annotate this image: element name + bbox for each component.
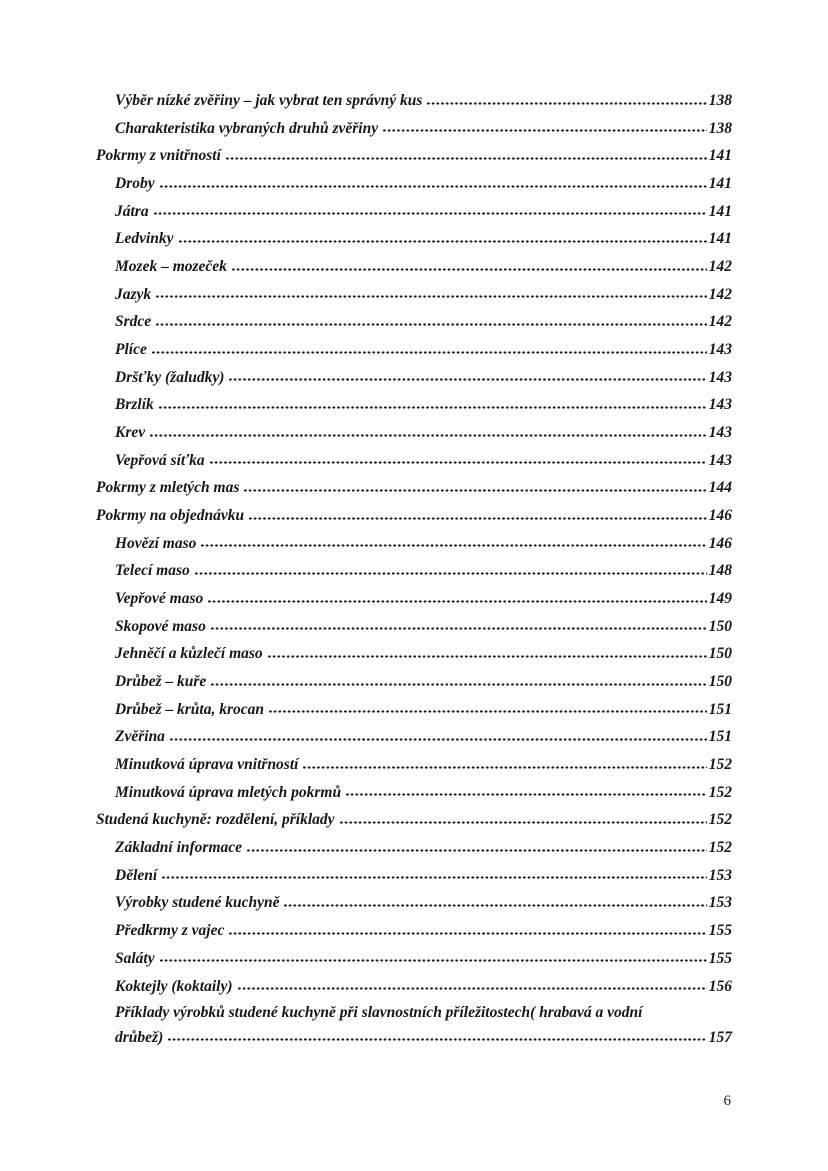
dot-leader bbox=[284, 904, 706, 907]
toc-page-number: 141 bbox=[708, 175, 732, 193]
dot-leader bbox=[340, 821, 707, 824]
toc-entry[interactable] bbox=[96, 502, 732, 530]
toc-page-number: 141 bbox=[708, 147, 732, 165]
dot-leader bbox=[244, 489, 706, 492]
toc-page-number: 152 bbox=[708, 811, 732, 829]
toc-page-number: 153 bbox=[708, 894, 732, 912]
dot-leader bbox=[208, 600, 706, 603]
toc-entry[interactable] bbox=[96, 530, 732, 558]
toc-entry[interactable] bbox=[96, 668, 732, 696]
toc-page-number: 143 bbox=[708, 341, 732, 359]
toc-entry[interactable] bbox=[96, 751, 732, 779]
dot-leader bbox=[229, 932, 706, 935]
toc-entry[interactable] bbox=[96, 419, 732, 447]
dot-leader bbox=[156, 323, 707, 326]
toc-entry[interactable] bbox=[96, 917, 732, 945]
dot-leader bbox=[150, 434, 707, 437]
toc-page-number: 152 bbox=[708, 783, 732, 801]
toc-page-number: 142 bbox=[708, 313, 732, 331]
dot-leader bbox=[156, 295, 707, 298]
toc-entry-label: Srdce bbox=[115, 313, 152, 331]
toc-page-number: 138 bbox=[708, 119, 732, 137]
toc-page-number: 143 bbox=[708, 396, 732, 414]
dot-leader bbox=[162, 876, 707, 879]
toc-entry-label: Výrobky studené kuchyně bbox=[115, 894, 280, 912]
toc-entry-label: Krev bbox=[115, 424, 146, 442]
toc-entry[interactable] bbox=[96, 806, 732, 834]
toc-entry-label: Studená kuchyně: rozdělení, příklady bbox=[96, 811, 335, 829]
toc-page-number: 146 bbox=[708, 507, 732, 525]
toc-entry-label: Předkrmy z vajec bbox=[115, 922, 225, 940]
dot-leader bbox=[159, 406, 707, 409]
dot-leader bbox=[160, 185, 707, 188]
toc-page-number: 152 bbox=[708, 756, 732, 774]
toc-entry[interactable] bbox=[96, 696, 732, 724]
dot-leader bbox=[195, 572, 707, 575]
toc-page-number: 141 bbox=[708, 230, 732, 248]
toc-entry-label: Droby bbox=[115, 175, 155, 193]
toc-entry[interactable] bbox=[96, 142, 732, 170]
toc-entry-label: Příklady výrobků studené kuchyně při slavnostních příležitostech( hrabavá a vodní bbox=[115, 1004, 643, 1022]
toc-entry-label: Vepřová síťka bbox=[115, 451, 205, 469]
toc-page-number: 142 bbox=[708, 285, 732, 303]
toc-entry-label: Charakteristika vybraných druhů zvěřiny bbox=[115, 119, 379, 137]
dot-leader bbox=[154, 212, 707, 215]
toc-entry[interactable] bbox=[96, 447, 732, 475]
toc-entry-label: Mozek – mozeček bbox=[115, 258, 227, 276]
toc-entry[interactable] bbox=[96, 779, 732, 807]
toc-entry-label: Zvěřina bbox=[115, 728, 165, 746]
toc-entry[interactable] bbox=[96, 585, 732, 613]
toc-entry[interactable] bbox=[96, 281, 732, 309]
toc-page-number: 148 bbox=[708, 562, 732, 580]
toc-page-number: 150 bbox=[708, 645, 732, 663]
toc-page-number: 150 bbox=[708, 617, 732, 635]
toc-entry-label: Drůbež – kuře bbox=[115, 673, 207, 691]
toc-entry-label: Jehněčí a kůzlečí maso bbox=[115, 645, 263, 663]
toc-page-number: 142 bbox=[708, 258, 732, 276]
dot-leader bbox=[226, 157, 707, 160]
dot-leader bbox=[170, 738, 707, 741]
toc-entry[interactable] bbox=[96, 640, 732, 668]
toc-entry-label: Pokrmy na objednávku bbox=[96, 507, 245, 525]
toc-page-number: 144 bbox=[708, 479, 732, 497]
toc-entry[interactable] bbox=[96, 198, 732, 226]
toc-page-number: 143 bbox=[708, 368, 732, 386]
dot-leader bbox=[303, 766, 706, 769]
toc-page-number: 156 bbox=[708, 977, 732, 995]
toc-entry[interactable] bbox=[96, 87, 732, 115]
toc-entry-label: Vepřové maso bbox=[115, 590, 204, 608]
toc-entry-label: Ledvinky bbox=[115, 230, 174, 248]
dot-leader bbox=[346, 793, 707, 796]
dot-leader bbox=[168, 1038, 707, 1041]
toc-entry-label: Pokrmy z mletých mas bbox=[96, 479, 240, 497]
toc-page-number: 141 bbox=[708, 202, 732, 220]
toc-page-number: 143 bbox=[708, 451, 732, 469]
toc-entry[interactable] bbox=[96, 1000, 732, 1050]
toc-entry[interactable] bbox=[96, 945, 732, 973]
toc-page-number: 153 bbox=[708, 866, 732, 884]
toc-entry[interactable] bbox=[96, 308, 732, 336]
toc-page-number: 146 bbox=[708, 534, 732, 552]
toc-page-number: 149 bbox=[708, 590, 732, 608]
toc-entry-label: Jazyk bbox=[115, 285, 152, 303]
dot-leader bbox=[160, 959, 707, 962]
toc-entry[interactable] bbox=[96, 364, 732, 392]
toc-page-number: 143 bbox=[708, 424, 732, 442]
toc-entry[interactable] bbox=[96, 834, 732, 862]
toc-entry-label: Dršťky (žaludky) bbox=[115, 368, 225, 386]
toc-entry-label: Telecí maso bbox=[115, 562, 190, 580]
toc-entry[interactable] bbox=[96, 391, 732, 419]
toc-page-number: 155 bbox=[708, 949, 732, 967]
toc-entry[interactable] bbox=[96, 474, 732, 502]
toc-entry[interactable] bbox=[96, 557, 732, 585]
dot-leader bbox=[210, 461, 707, 464]
toc-page-number: 138 bbox=[708, 92, 732, 109]
toc-entry-label: Brzlík bbox=[115, 396, 154, 414]
dot-leader bbox=[152, 351, 707, 354]
toc-entry-label: Koktejly (koktaily) bbox=[115, 977, 233, 995]
toc-page-number: 155 bbox=[708, 922, 732, 940]
dot-leader bbox=[249, 517, 707, 520]
toc-entry-label: drůbež) bbox=[115, 1028, 164, 1046]
toc-entry-label: Dělení bbox=[115, 866, 158, 884]
toc-entry-label: Hovězí maso bbox=[115, 534, 197, 552]
toc-entry[interactable] bbox=[96, 973, 732, 1001]
page-number: 6 bbox=[723, 1093, 731, 1109]
toc-entry-label: Základní informace bbox=[115, 839, 243, 857]
dot-leader bbox=[247, 849, 707, 852]
toc-list bbox=[96, 87, 732, 1050]
dot-leader bbox=[269, 710, 707, 713]
toc-page-number: 157 bbox=[708, 1028, 732, 1046]
dot-leader bbox=[268, 655, 707, 658]
dot-leader bbox=[232, 268, 707, 271]
toc-entry[interactable] bbox=[96, 225, 732, 253]
toc-entry-label: Játra bbox=[115, 202, 149, 220]
toc-entry-label: Pokrmy z vnitřností bbox=[96, 147, 221, 165]
dot-leader bbox=[229, 378, 706, 381]
dot-leader bbox=[179, 240, 707, 243]
toc-entry-label: Plíce bbox=[115, 341, 147, 359]
toc-entry-label: Výběr nízké zvěřiny – jak vybrat ten správný kus bbox=[115, 92, 423, 109]
dot-leader bbox=[238, 987, 707, 990]
toc-entry[interactable] bbox=[96, 862, 732, 890]
toc-page-number: 152 bbox=[708, 839, 732, 857]
toc-entry[interactable] bbox=[96, 889, 732, 917]
dot-leader bbox=[211, 683, 706, 686]
toc-entry-label: Drůbež – krůta, krocan bbox=[115, 700, 264, 718]
toc-entry-label: Skopové maso bbox=[115, 617, 206, 635]
toc-page-number: 151 bbox=[708, 700, 732, 718]
toc-entry-label: Minutková úprava mletých pokrmů bbox=[115, 783, 342, 801]
toc-entry[interactable] bbox=[96, 336, 732, 364]
toc-entry[interactable] bbox=[96, 723, 732, 751]
toc-entry[interactable] bbox=[96, 170, 732, 198]
toc-entry[interactable] bbox=[96, 613, 732, 641]
dot-leader bbox=[427, 102, 706, 105]
toc-entry[interactable] bbox=[96, 115, 732, 143]
dot-leader bbox=[201, 544, 706, 547]
dot-leader bbox=[211, 627, 707, 630]
toc-entry-label: Saláty bbox=[115, 949, 155, 967]
toc-page-number: 151 bbox=[708, 728, 732, 746]
toc-entry-label: Minutková úprava vnitřností bbox=[115, 756, 299, 774]
toc-entry[interactable] bbox=[96, 253, 732, 281]
dot-leader bbox=[383, 129, 707, 132]
toc-page-number: 150 bbox=[708, 673, 732, 691]
